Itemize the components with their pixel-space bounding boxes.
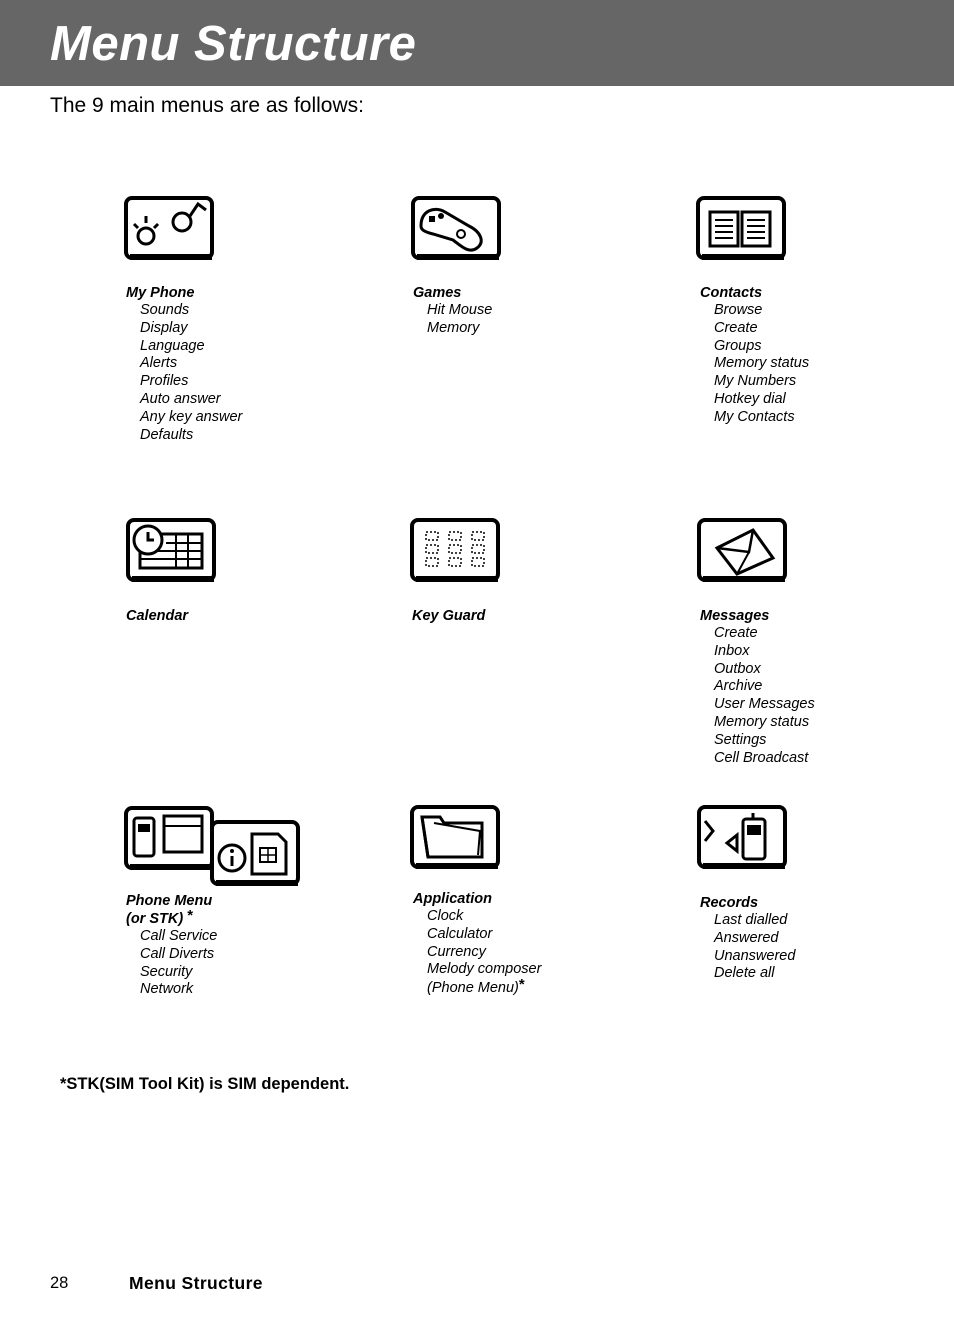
envelope-icon (697, 518, 787, 589)
keypad-icon (410, 518, 500, 589)
list-item: Security (140, 963, 193, 980)
list-item: Language (140, 337, 205, 354)
list-item: My Numbers (714, 373, 797, 390)
page-number: 28 (50, 1274, 69, 1292)
list-item: Display (140, 319, 188, 336)
list-item-text: (Phone Menu) (427, 980, 519, 997)
submenu-list (413, 302, 653, 338)
list-item: Call Service (140, 928, 218, 944)
list-item: User Messages (714, 696, 815, 713)
menu-title: Phone Menu (126, 893, 213, 909)
list-item: Sounds (140, 302, 190, 318)
list-item: Calculator (427, 925, 493, 942)
footer-section-title: Menu Structure (129, 1273, 263, 1293)
menu-games (413, 284, 653, 338)
menu-subtitle-text: (or STK) (126, 911, 184, 927)
submenu-list (700, 912, 940, 983)
list-item: Currency (427, 943, 486, 960)
list-item: Create (714, 625, 758, 641)
menu-key-guard (412, 607, 652, 625)
menu-title: Messages (700, 608, 770, 624)
list-item: Auto answer (140, 390, 221, 407)
list-item: Profiles (140, 373, 189, 390)
submenu-list (700, 302, 940, 427)
list-item: Clock (427, 908, 464, 924)
phone-sim-icon (124, 806, 302, 893)
menu-title: Records (700, 895, 759, 911)
menu-messages (700, 607, 940, 767)
list-item: Memory (427, 319, 480, 336)
footnote: *STK(SIM Tool Kit) is SIM dependent. (60, 1075, 350, 1093)
list-item: Unanswered (714, 947, 796, 964)
list-item: Call Diverts (140, 945, 215, 962)
page-title: Menu Structure (50, 17, 417, 71)
menu-title: Key Guard (412, 608, 486, 624)
list-item: Cell Broadcast (714, 749, 809, 766)
calendar-clock-icon (126, 518, 216, 589)
folder-icon (410, 805, 500, 876)
list-item: Memory status (714, 355, 810, 372)
header-banner (0, 0, 954, 86)
submenu-list (126, 302, 366, 444)
list-item: Outbox (714, 660, 761, 677)
list-item: Browse (714, 302, 763, 318)
list-item: Any key answer (140, 408, 243, 425)
phone-records-icon (697, 805, 787, 876)
menu-title: Calendar (126, 608, 189, 624)
list-item: My Contacts (714, 408, 795, 425)
menu-phone-menu (126, 892, 366, 999)
list-item: Defaults (140, 426, 194, 443)
menu-title: Contacts (700, 285, 763, 301)
list-item: Delete all (714, 965, 775, 982)
menu-my-phone (126, 284, 366, 444)
list-item: Network (140, 981, 194, 998)
menu-subtitle (126, 907, 366, 928)
menu-contacts (700, 284, 940, 427)
list-item: Create (714, 319, 758, 336)
list-item: Memory status (714, 713, 810, 730)
list-item: Settings (714, 731, 767, 748)
intro-text: The 9 main menus are as follows: (50, 94, 364, 117)
submenu-list (126, 928, 366, 999)
menu-application (413, 890, 653, 998)
footnote-star: * (187, 907, 194, 924)
menu-title: Games (413, 285, 462, 301)
menu-title: Application (413, 891, 492, 907)
list-item: Archive (714, 678, 763, 695)
list-item: Last dialled (714, 912, 788, 928)
my-phone-icon (124, 196, 214, 267)
gamepad-icon (411, 196, 501, 267)
list-item: Hotkey dial (714, 390, 786, 407)
menu-calendar (126, 607, 366, 625)
footnote-star: * (518, 976, 525, 994)
list-item (427, 976, 653, 998)
menu-records (700, 894, 940, 983)
list-item: Inbox (714, 642, 750, 659)
submenu-list (413, 908, 653, 998)
submenu-list (700, 625, 940, 767)
list-item: Groups (714, 337, 762, 354)
list-item: Hit Mouse (427, 302, 493, 318)
list-item: Answered (714, 929, 779, 946)
menu-title: My Phone (126, 285, 195, 301)
book-icon (696, 196, 786, 267)
list-item: Melody composer (427, 961, 542, 978)
list-item: Alerts (140, 355, 178, 372)
